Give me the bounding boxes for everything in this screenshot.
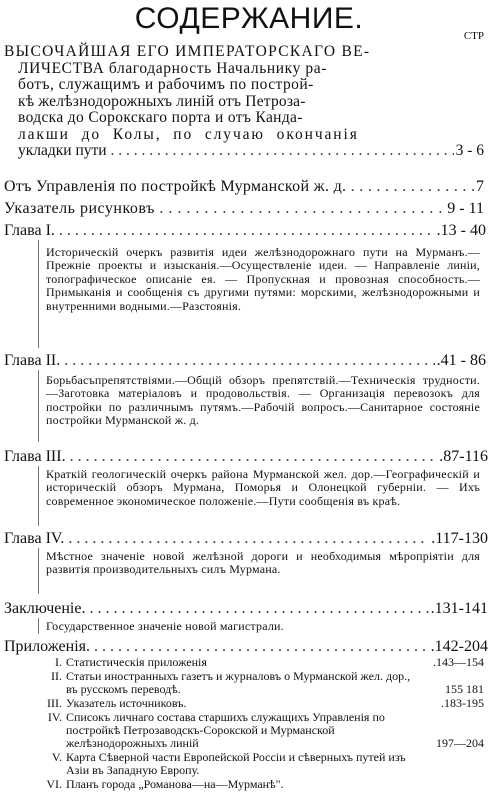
appendix-text: Карта Сѣверной части Европейской Россіи и сѣверныхъ путей изъ Азіи въ Западную Европу. (66, 750, 406, 777)
entry-appendices (4, 638, 494, 656)
chapter-label: Приложенія. . . . (4, 638, 429, 656)
chapter-label: Глава II. . . . (4, 352, 435, 370)
chapter-4-description: Мѣстное значеніе новой желѣзной дороги и необходимыя мѣропріятіи для развитія производительныхъ силъ Мурмана. (46, 549, 480, 577)
chapter-2-description: Борьбасъпрепятствіями.—Общій обзоръ препятствій.—Техническія трудности.—Заготовка матеріаловъ и продовольствія. — Организація перевозокъ для постройки по различнымъ путямъ.—Рабочій вопросъ.—Санитарное состояніе постройки Мурманской ж. д. (46, 373, 480, 428)
bracket-rule (38, 466, 39, 526)
bracket-rule (38, 548, 39, 594)
entry-pages: 3 - 6 (455, 142, 484, 159)
entry-figures (4, 200, 494, 218)
entry-pages: 7 (476, 178, 484, 195)
appendix-text: Статьи иностранныхъ газетъ и журналовъ о Мурманской жел. дор., въ русскомъ переводѣ. (66, 669, 411, 696)
entry-gratitude (4, 44, 494, 160)
bracket-rule (38, 370, 39, 442)
chapter-pages: .87-116 (439, 448, 488, 465)
entry-pages: 9 - 11 (447, 200, 484, 217)
appendix-item (38, 656, 484, 669)
appendix-pages (414, 751, 484, 777)
page-title: СОДЕРЖАНИЕ. (134, 2, 364, 35)
entry-line: водска до Сорокскаго порта и отъ Канда- (18, 109, 303, 126)
chapter-pages: .13 - 40 (436, 222, 486, 239)
appendix-item (38, 778, 484, 791)
appendices-list (38, 656, 484, 791)
entry-directorate (4, 178, 494, 196)
chapter-3-description: Краткій геологическій очеркъ района Мурманской жел. дор.—Географическій и историческій обзоръ Мурмана, Поморья и Олонецкой губерніи. — Ихъ современное экономическое положеніе.—Пути сообщенія въ краѣ. (46, 467, 480, 508)
bracket-rule (38, 618, 39, 634)
entry-row (4, 143, 494, 160)
entry-line: ЛИЧЕСТВА благодарность Начальнику ра- (18, 59, 328, 77)
appendix-text: Указатель источниковъ. (66, 696, 187, 710)
appendix-number: I. (55, 655, 62, 669)
entry-line: ботъ, служащимъ и рабочимъ по построй- (18, 76, 314, 93)
appendix-number: V. (51, 750, 62, 764)
chapter-pages: .131-141 (430, 600, 488, 617)
chapter-label: Глава I. . . . (4, 222, 435, 240)
appendix-item (38, 670, 484, 696)
appendix-text: Статистическія приложенія (66, 655, 207, 669)
entry-chapter-2 (4, 352, 494, 370)
appendix-pages: .143—154 (433, 655, 484, 669)
chapter-label: Глава III. . . . (4, 448, 437, 466)
entry-line: кѣ желѣзнодорожныхъ линій отъ Петроза- (18, 92, 306, 110)
chapter-pages: .117-130 (431, 530, 488, 547)
entry-chapter-4 (4, 530, 494, 548)
appendix-item (38, 697, 484, 710)
chapter-pages: .142-204 (430, 638, 488, 655)
appendix-pages: 155 181 (445, 682, 484, 696)
appendix-number: IV. (47, 710, 62, 724)
entry-label: Отъ Управленія по постройкѣ Мурманской ж. д. . . . (4, 178, 474, 196)
appendix-number: III. (47, 696, 62, 710)
chapter-label: Глава IV. . . . (4, 530, 429, 548)
entry-line: лакши до Колы, по случаю окончанія (18, 125, 359, 143)
appendix-item (38, 711, 484, 750)
appendix-pages: 197—204 (436, 736, 484, 750)
chapter-1-description: Историческій очеркъ развитія идеи желѣзнодорожнаго пути на Мурманъ.—Прежніе проекты и изысканія.—Осуществленіе идеи. — Направленіе линіи, топографическое описаніе ея. — Пропускная и провозная способность.— Примыканія и сообщенія съ другими путями: морскими, желѣзнодорожными и внутренними водными.—Разстоянія. (46, 245, 480, 313)
chapter-pages: .41 - 86 (436, 352, 486, 369)
appendix-text: Списокъ личнаго состава старшихъ служащихъ Управленія по постройкѣ Петрозаводскъ-Сорокской и Мурманской желѣзнодорожныхъ линій (66, 710, 385, 750)
appendix-item (38, 751, 484, 777)
entry-conclusion (4, 600, 494, 618)
entry-label: Указатель рисунковъ . . . (4, 200, 445, 218)
appendix-pages (414, 778, 484, 791)
conclusion-description: Государственное значеніе новой магистрали. (46, 619, 284, 633)
entry-chapter-1 (4, 222, 494, 240)
chapter-label: Заключеніе. . . . (4, 600, 429, 618)
pages-column-label: СТР (463, 30, 484, 42)
appendix-text: Планъ города „Романова—на—Мурманѣ". (66, 777, 284, 791)
appendix-pages: .183-195 (441, 696, 484, 710)
entry-chapter-3 (4, 448, 494, 466)
appendix-number: VI. (46, 777, 62, 791)
entry-line: ВЫСОЧАЙШАЯ ЕГО ИМПЕРАТОРСКАГО ВЕ- (4, 43, 371, 60)
entry-label: укладки пути . . . (18, 143, 454, 160)
bracket-rule (38, 240, 39, 348)
appendix-number: II. (51, 669, 62, 683)
